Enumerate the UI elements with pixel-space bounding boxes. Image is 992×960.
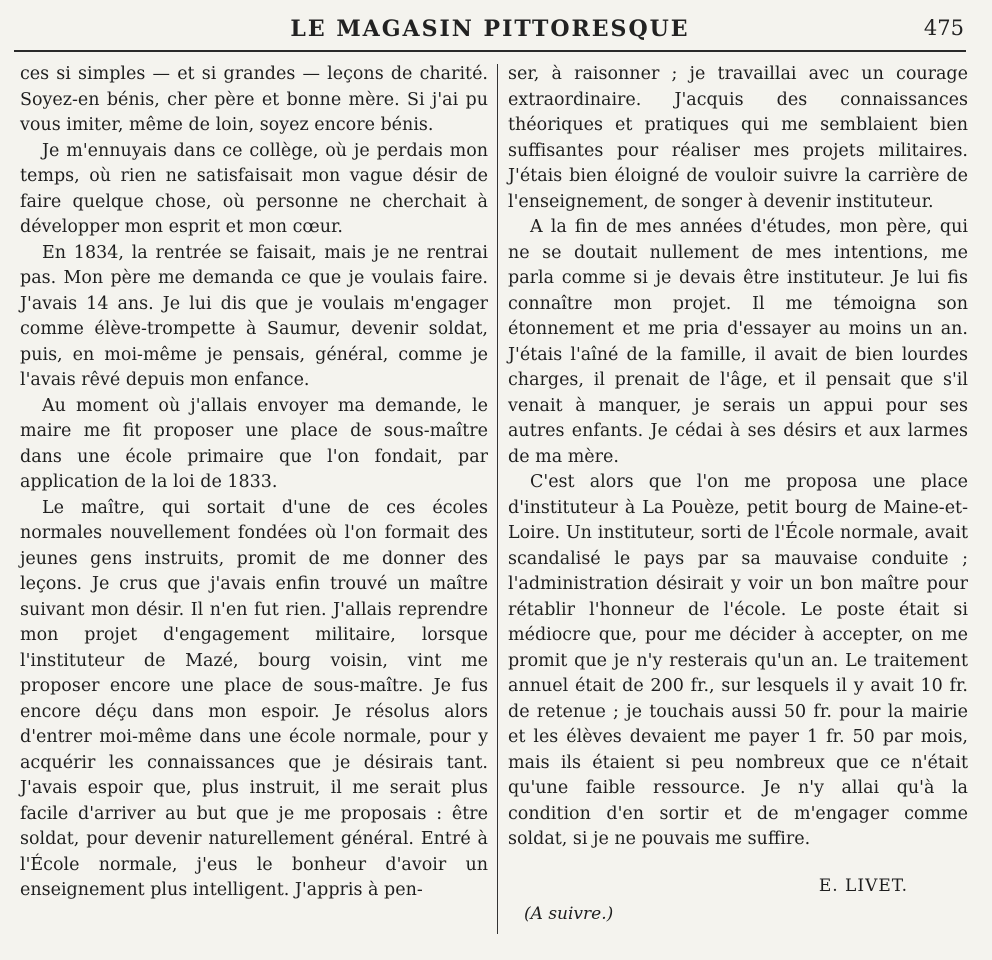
right-column <box>508 62 968 853</box>
page-number: 475 <box>923 16 964 40</box>
paragraph: Je m'ennuyais dans ce collège, où je perdais mon temps, où rien ne satisfaisait mon vague désir de faire quelque chose, où personne ne cherchait à développer mon esprit et mon cœur. <box>20 140 488 237</box>
paragraph: En 1834, la rentrée se faisait, mais je ne rentrai pas. Mon père me demanda ce que je voulais faire. J'avais 14 ans. Je lui dis que je voulais m'engager comme élève-trompette à Saumur, devenir soldat, puis, en moi-même je pensais, général, comme je l'avais rêvé depuis mon enfance. <box>20 242 488 390</box>
header-rule <box>14 50 966 52</box>
column-divider <box>497 64 498 934</box>
paragraph: Le maître, qui sortait d'une de ces écoles normales nouvellement fondées où l'on formait des jeunes gens instruits, promit de me donner des leçons. Je crus que j'avais enfin trouvé un maître suivant mon désir. Il n'en fut rien. J'allais reprendre mon projet d'engagement militaire, lorsque l'instituteur de Mazé, bourg voisin, vint me proposer encore une place de sous-maître. Je fus encore déçu dans mon espoir. Je résolus alors d'entrer moi-même dans une école normale, pour y acquérir les connaissances que je désirais tant. J'avais espoir que, plus instruit, il me serait plus facile d'arriver au but que je me proposais : être soldat, pour devenir naturellement général. Entré à l'École normale, j'eus le bonheur d'avoir un enseignement plus intelligent. J'appris à pen- <box>20 497 488 900</box>
to-be-continued-note <box>524 904 613 924</box>
paragraph: A la fin de mes années d'études, mon père, qui ne se doutait nullement de mes intentions, me parla comme si je devais être instituteur. Je lui fis connaître mon projet. Il me témoigna son étonnement et me pria d'essayer au moins un an. J'étais l'aîné de la famille, il avait de bien lourdes charges, il prenait de l'âge, et il pensait que s'il venait à manquer, je serais un appui pour ses autres enfants. Je cédai à ses désirs et aux larmes de ma mère. <box>508 217 968 467</box>
paragraph: C'est alors que l'on me proposa une place d'instituteur à La Pouèze, petit bourg de Maine-et-Loire. Un instituteur, sorti de l'École normale, avait scandalisé le pays par sa mauvaise conduite ; l'administration désirait y voir un bon maître pour rétablir l'honneur de l'école. Le poste était si médiocre que, pour me décider à accepter, on me promit que je n'y resterais qu'un an. Le traitement annuel était de 200 fr., sur lesquels il y avait 10 fr. de retenue ; je touchais aussi 50 fr. pour la mairie et les élèves devaient me payer 1 fr. 50 par mois, mais ils étaient si peu nombreux que ce n'était qu'une faible ressource. Je n'y allai qu'à la condition d'en sortir et de m'engager comme soldat, si je ne pouvais me suffire. <box>508 472 968 849</box>
paragraph: ser, à raisonner ; je travaillai avec un courage extraordinaire. J'acquis des connaissances théoriques et pratiques qui me semblaient bien suffisantes pour réaliser mes projets militaires. J'étais bien éloigné de vouloir suivre la carrière de l'enseignement, de songer à devenir instituteur. <box>508 64 968 212</box>
paragraph: Au moment où j'allais envoyer ma demande, le maire me fit proposer une place de sous-maître dans une école primaire que l'on fondait, par application de la loi de 1833. <box>20 395 488 492</box>
running-title: LE MAGASIN PITTORESQUE <box>290 16 690 42</box>
to-be-continued-text: (A suivre.) <box>524 904 614 924</box>
author-signature: E. LIVET. <box>818 876 908 896</box>
left-column <box>20 62 488 904</box>
page-header <box>16 14 964 48</box>
paragraph: ces si simples — et si grandes — leçons de charité. Soyez-en bénis, cher père et bonne mère. Si j'ai pu vous imiter, même de loin, soyez encore bénis. <box>20 64 488 135</box>
